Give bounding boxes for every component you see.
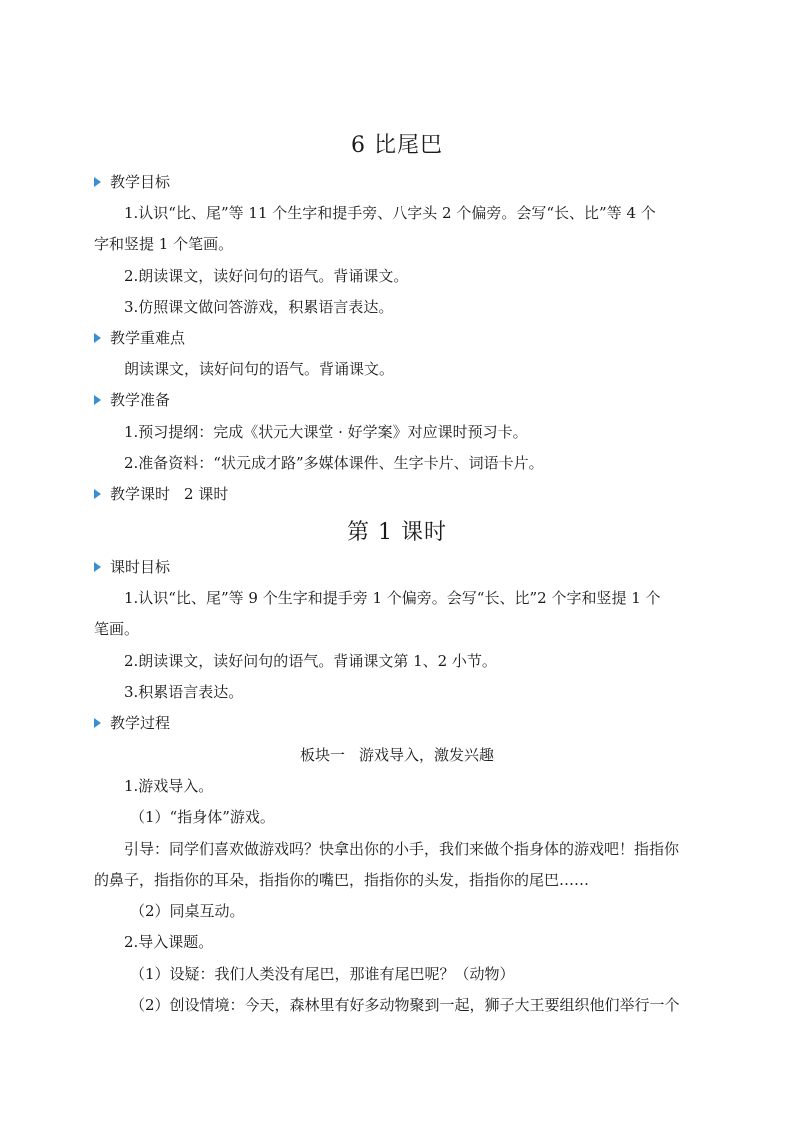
goal-1-line-1: 1.认识“比、尾”等 11 个生字和提手旁、八字头 2 个偏旁。会写“长、比”等 4 个 [124, 204, 656, 222]
triangle-bullet-icon [94, 177, 101, 187]
prep-1: 1.预习提纲：完成《状元大课堂 · 好学案》对应课时预习卡。 [124, 423, 528, 441]
step-2-2: （2）创设情境：今天，森林里有好多动物聚到一起，狮子大王要组织他们举行一个 [130, 996, 680, 1014]
section-label: 教学准备 [110, 391, 171, 409]
lesson-goal-1-line-2: 笔画。 [94, 620, 140, 638]
section-label: 教学课时 [110, 485, 171, 503]
triangle-bullet-icon [94, 395, 101, 405]
goal-1-line-2: 字和竖提 1 个笔画。 [94, 235, 234, 253]
step-1-2: （2）同桌互动。 [130, 902, 245, 920]
step-1-1: （1）“指身体”游戏。 [130, 808, 275, 826]
prep-2: 2.准备资料：“状元成才路”多媒体课件、生字卡片、词语卡片。 [124, 454, 544, 472]
lesson-goal-3: 3.积累语言表达。 [124, 683, 244, 701]
block-heading [0, 744, 794, 765]
section-heading-key-points [94, 327, 185, 348]
triangle-bullet-icon [94, 489, 101, 499]
block-number: 板块一 [299, 746, 345, 764]
section-heading-preparation [94, 389, 170, 410]
section-heading-goals [94, 171, 170, 192]
lesson-goal-1-line-1: 1.认识“比、尾”等 9 个生字和提手旁 1 个偏旁。会写“长、比”2 个字和竖提 1 个 [124, 589, 661, 607]
page-title: 6 比尾巴 [351, 133, 443, 158]
section-heading-process [94, 712, 170, 733]
triangle-bullet-icon [94, 562, 101, 572]
guide-line-2: 的鼻子，指指你的耳朵，指指你的嘴巴，指指你的头发，指指你的尾巴…… [94, 871, 590, 889]
triangle-bullet-icon [94, 718, 101, 728]
lesson-goal-2: 2.朗读课文，读好问句的语气。背诵课文第 1、2 小节。 [124, 652, 497, 670]
section-heading-hours [94, 483, 228, 504]
section-label: 教学过程 [110, 714, 171, 732]
step-2-1: （1）设疑：我们人类没有尾巴，那谁有尾巴呢？（动物） [130, 965, 515, 983]
section-label: 教学目标 [110, 173, 171, 191]
triangle-bullet-icon [94, 333, 101, 343]
section-label: 教学重难点 [110, 329, 186, 347]
section-heading-lesson-goals [94, 556, 170, 577]
goal-3: 3.仿照课文做问答游戏，积累语言表达。 [124, 298, 394, 316]
step-1: 1.游戏导入。 [124, 777, 214, 795]
section-label: 课时目标 [110, 558, 171, 576]
hours-value: 2 课时 [184, 485, 229, 503]
key-points-text: 朗读课文，读好问句的语气。背诵课文。 [124, 360, 395, 378]
step-2: 2.导入课题。 [124, 933, 214, 951]
goal-2: 2.朗读课文，读好问句的语气。背诵课文。 [124, 267, 409, 285]
lesson-title: 第 1 课时 [347, 520, 447, 545]
guide-line-1: 引导：同学们喜欢做游戏吗？快拿出你的小手，我们来做个指身体的游戏吧！指指你 [124, 840, 680, 858]
block-title: 游戏导入，激发兴趣 [359, 746, 495, 764]
